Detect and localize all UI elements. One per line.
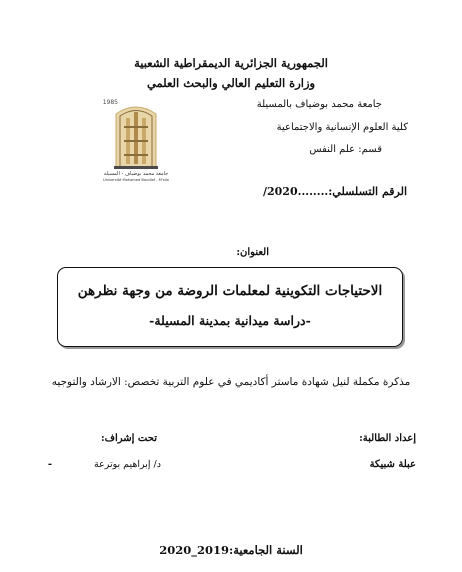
republic-title: الجمهورية الجزائرية الديمقراطية الشعبية <box>134 56 328 70</box>
student-dash: - <box>47 459 52 470</box>
serial-number: الرقم التسلسلي:........2020/ <box>262 185 407 198</box>
logo-latin-name: Université Mohamed Boudiaf - M'sila <box>103 178 169 182</box>
department-name: قسم: علم النفس <box>309 144 382 155</box>
supervised-by-label: تحت إشراف: <box>100 433 157 444</box>
main-title: الاحتياجات التكوينية لمعلمات الروضة من وجهة نظرهن <box>77 283 383 299</box>
prepared-by-label: إعداد الطالبة: <box>359 433 416 444</box>
memo-description: مذكرة مكملة لنيل شهادة ماستر أكاديمي في علوم التربية تخصص: الارشاد والتوجيه <box>51 376 411 388</box>
university-logo <box>96 96 176 182</box>
logo-arabic-name: جامعة محمد بوضياف - المسيلة <box>103 171 169 177</box>
student-name: عبلة شبيكة <box>369 459 416 470</box>
title-label: العنوان: <box>236 247 269 258</box>
title-box <box>57 267 403 347</box>
faculty-name: كلية العلوم الإنسانية والاجتماعية <box>276 122 408 133</box>
logo-year: 1985 <box>102 99 118 106</box>
ministry-title: وزارة التعليم العالي والبحث العلمي <box>146 76 316 90</box>
university-name: جامعة محمد بوضياف بالمسيلة <box>256 99 382 110</box>
supervisor-name: د/ إبراهيم بوترعة <box>93 459 161 470</box>
sub-title: -دراسة ميدانية بمدينة المسيلة- <box>149 313 311 328</box>
academic-year: السنة الجامعية:2019_2020 <box>159 543 303 557</box>
